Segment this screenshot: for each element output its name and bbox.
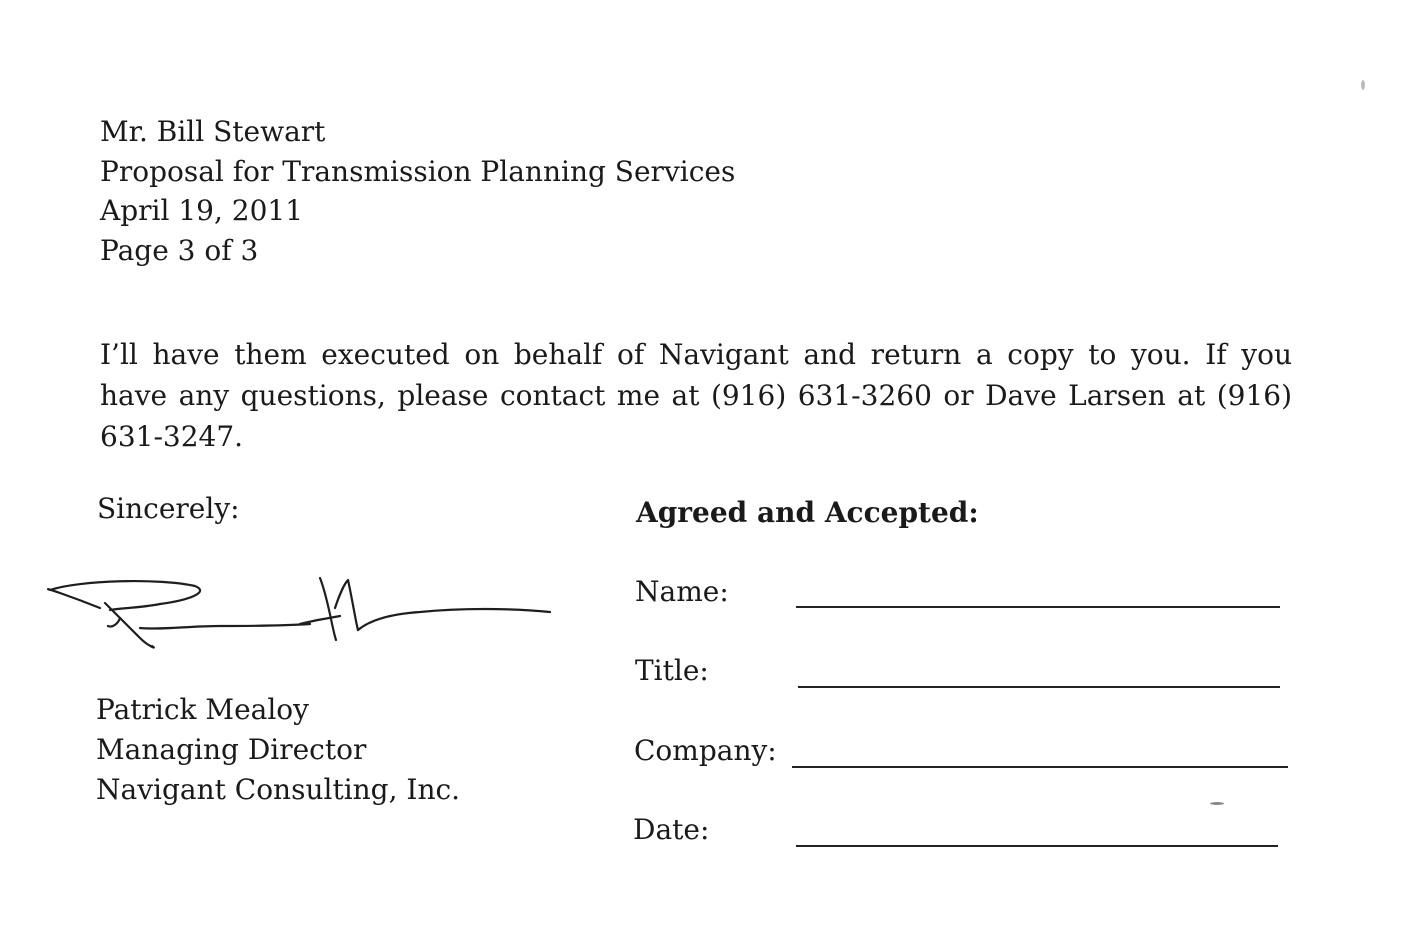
scan-speck [1210,802,1224,805]
name-label: Name: [635,575,729,608]
recipient-name: Mr. Bill Stewart [100,115,326,148]
letter-date: April 19, 2011 [100,194,304,227]
company-signature-line[interactable] [792,766,1288,768]
page-number: Page 3 of 3 [100,233,259,267]
letter-subject: Proposal for Transmission Planning Services [100,154,736,188]
title-signature-line[interactable] [798,686,1280,688]
acceptance-heading: Agreed and Accepted: [636,496,979,529]
signer-block [96,690,460,810]
date-signature-line[interactable] [796,845,1278,847]
letter-header [100,112,735,270]
signer-name: Patrick Mealoy [96,693,309,726]
date-label: Date: [633,813,710,846]
body-paragraph: I’ll have them executed on behalf of Navigant and return a copy to you. If you have any questions, please contact me at (916) 631-3260 or Dave Larsen at (916) 631-3247. [100,338,1292,453]
closing-salutation: Sincerely: [97,492,240,525]
title-label: Title: [635,654,709,687]
company-label: Company: [634,734,777,767]
name-signature-line[interactable] [796,606,1280,608]
signer-title: Managing Director [96,733,367,766]
signer-company: Navigant Consulting, Inc. [96,773,461,806]
scan-speck [1361,80,1365,90]
handwritten-signature [40,568,560,668]
